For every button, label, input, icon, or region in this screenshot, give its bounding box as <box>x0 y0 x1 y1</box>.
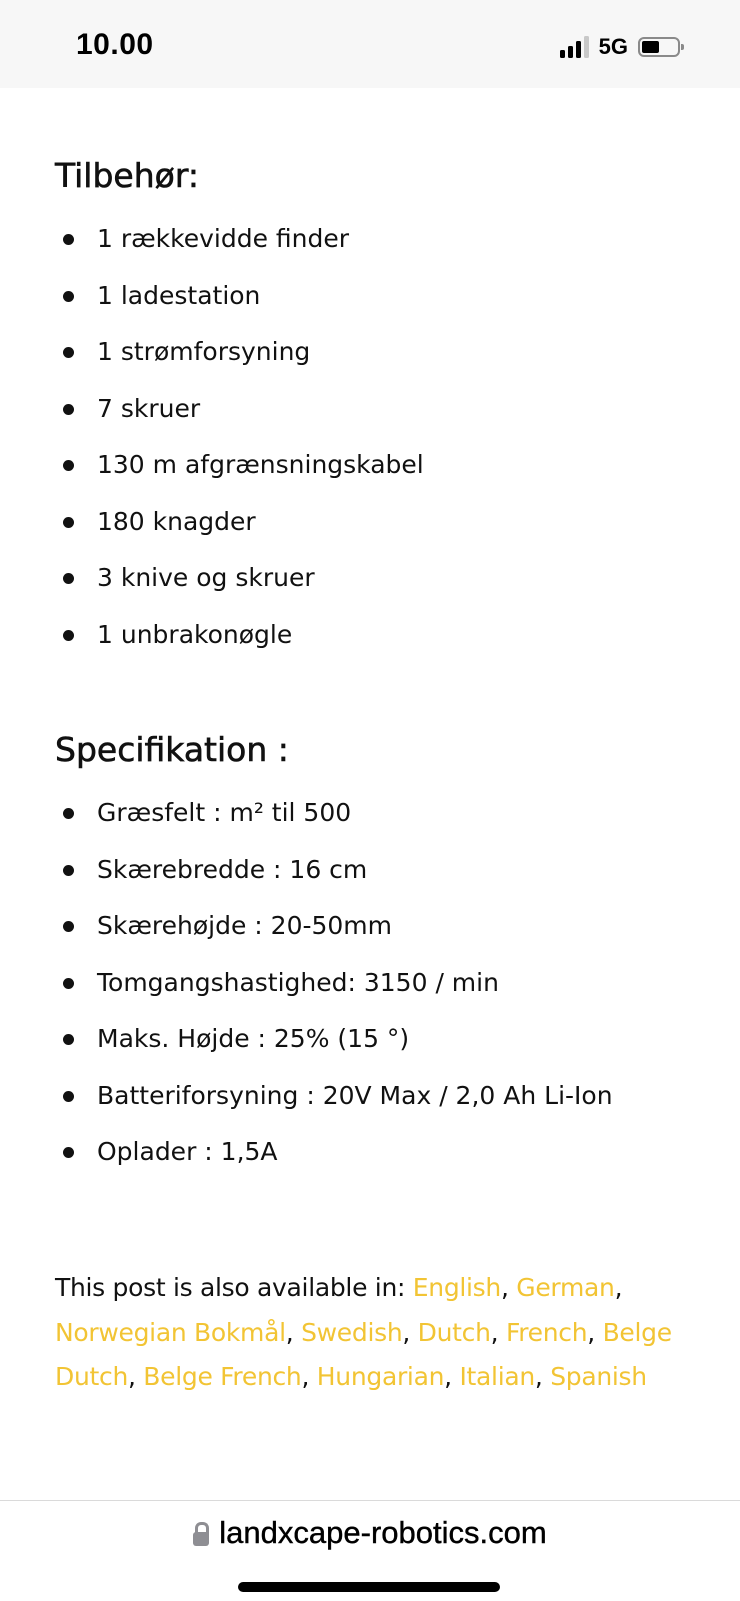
signal-icon <box>560 36 589 58</box>
list-item <box>0 1137 613 1194</box>
list-item-text: 1 ladestation <box>97 280 261 310</box>
accessories-list <box>0 224 424 676</box>
list-item <box>0 394 424 451</box>
list-item <box>0 620 424 677</box>
separator: , <box>534 1362 551 1391</box>
separator: , <box>444 1362 460 1391</box>
bullet-icon <box>63 1091 74 1102</box>
list-item-text: 1 strømforsyning <box>97 337 311 366</box>
lock-icon <box>193 1522 209 1546</box>
list-item <box>0 224 424 281</box>
list-item-text: Batteriforsyning : 20V Max / 2,0 Ah Li-Ion <box>97 1080 613 1110</box>
url-display[interactable] <box>0 1515 740 1551</box>
separator: , <box>285 1317 302 1347</box>
separator: , <box>490 1317 506 1347</box>
list-item-text: 1 unbrakonøgle <box>97 619 293 649</box>
list-item-text: 1 rækkevidde finder <box>97 224 350 253</box>
language-link[interactable]: Spanish <box>550 1362 647 1391</box>
battery-icon <box>638 37 680 57</box>
language-link[interactable]: Norwegian Bokmål <box>55 1317 286 1347</box>
bullet-icon <box>63 517 74 528</box>
list-item <box>0 450 424 507</box>
language-link[interactable]: Belge Dutch <box>55 1317 672 1391</box>
separator: , <box>500 1273 517 1302</box>
bullet-icon <box>63 347 74 358</box>
specification-list <box>0 798 613 1194</box>
language-link[interactable]: English <box>412 1273 501 1302</box>
list-item <box>0 507 424 564</box>
bullet-icon <box>63 404 74 415</box>
status-time: 10.00 <box>76 28 154 61</box>
list-item <box>0 855 613 912</box>
list-item-text: Maks. Højde : 25% (15 °) <box>97 1024 410 1053</box>
list-item-text: 130 m afgrænsningskabel <box>97 450 424 479</box>
separator: , <box>402 1317 418 1347</box>
language-link[interactable]: Dutch <box>417 1317 491 1347</box>
list-item-text: Skærebredde : 16 cm <box>97 854 368 884</box>
bullet-icon <box>63 291 74 302</box>
bullet-icon <box>63 1147 74 1158</box>
list-item <box>0 337 424 394</box>
bullet-icon <box>63 1034 74 1045</box>
language-link[interactable]: Swedish <box>301 1317 403 1347</box>
list-item <box>0 911 613 968</box>
url-text[interactable]: landxcape-robotics.com <box>219 1515 547 1550</box>
status-indicators <box>560 34 680 60</box>
status-bar <box>0 0 740 88</box>
bullet-icon <box>63 630 74 641</box>
browser-url-bar[interactable] <box>0 1500 740 1601</box>
bullet-icon <box>63 921 74 932</box>
language-intro: This post is also available in: <box>55 1273 413 1302</box>
separator: , <box>587 1317 603 1347</box>
network-type: 5G <box>598 34 628 59</box>
list-item-text: Oplader : 1,5A <box>97 1137 278 1166</box>
list-item-text: 180 knagder <box>97 506 256 536</box>
bullet-icon <box>63 460 74 471</box>
bullet-icon <box>63 808 74 819</box>
list-item <box>0 1081 613 1138</box>
home-indicator[interactable] <box>238 1582 500 1592</box>
list-item <box>0 281 424 338</box>
list-item-text: 3 knive og skruer <box>97 563 315 592</box>
language-link[interactable]: Hungarian <box>316 1362 445 1391</box>
language-link[interactable]: Belge French <box>143 1362 302 1391</box>
bullet-icon <box>63 865 74 876</box>
separator: , <box>301 1362 317 1391</box>
list-item-text: 7 skruer <box>97 393 201 423</box>
accessories-heading: Tilbehør: <box>55 156 199 195</box>
separator: , <box>128 1362 144 1391</box>
list-item <box>0 563 424 620</box>
list-item <box>0 1024 613 1081</box>
language-link[interactable]: Italian <box>459 1362 535 1391</box>
list-item-text: Tomgangshastighed: 3150 / min <box>97 967 499 997</box>
bullet-icon <box>63 978 74 989</box>
bullet-icon <box>63 234 74 245</box>
language-link[interactable]: French <box>505 1317 588 1347</box>
specification-heading: Specifikation : <box>55 730 289 769</box>
bullet-icon <box>63 573 74 584</box>
list-item <box>0 968 613 1025</box>
separator: , <box>614 1273 623 1302</box>
language-availability <box>55 1266 695 1400</box>
list-item-text: Skærehøjde : 20-50mm <box>97 911 393 940</box>
list-item <box>0 798 613 855</box>
language-link[interactable]: German <box>516 1273 615 1302</box>
list-item-text: Græsfelt : m² til 500 <box>97 798 352 827</box>
